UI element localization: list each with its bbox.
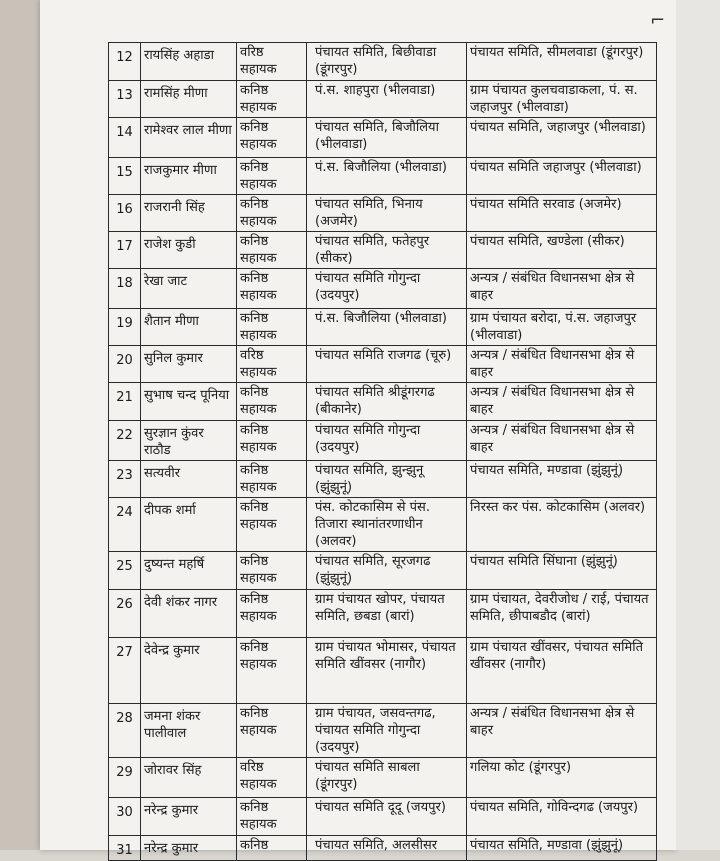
serial-number: 22	[109, 421, 141, 461]
employee-name: सुनिल कुमार	[141, 346, 237, 383]
post-title: कनिष्ठ सहायक	[237, 638, 307, 704]
post-title: कनिष्ठ सहायक	[237, 798, 307, 836]
table-row	[109, 590, 657, 638]
employee-name: देवी शंकर नागर	[141, 590, 237, 638]
post-title: वरिष्ठ सहायक	[237, 758, 307, 798]
employee-name: दुष्यन्त महर्षि	[141, 552, 237, 590]
table-row	[109, 232, 657, 269]
serial-number: 16	[109, 195, 141, 232]
current-posting: पंचायत समिति, फतेहपुर (सीकर)	[307, 232, 467, 269]
employee-name: रामेश्वर लाल मीणा	[141, 118, 237, 158]
table-row	[109, 309, 657, 346]
table-row	[109, 552, 657, 590]
employee-name: देवेन्द्र कुमार	[141, 638, 237, 704]
table-row	[109, 118, 657, 158]
post-title: कनिष्ठ	[237, 836, 307, 861]
current-posting: पंचायत समिति श्रीडूंगरगढ (बीकानेर)	[307, 383, 467, 421]
post-title: कनिष्ठ सहायक	[237, 552, 307, 590]
new-posting: पंचायत समिति, मण्डावा (झुंझुनूं)	[467, 461, 657, 498]
new-posting: निरस्त कर पंस. कोटकासिम (अलवर)	[467, 498, 657, 552]
employee-name: नरेन्द्र कुमार	[141, 836, 237, 861]
new-posting: अन्यत्र / संबंधित विधानसभा क्षेत्र से बाहर	[467, 269, 657, 309]
new-posting: पंचायत समिति सरवाड (अजमेर)	[467, 195, 657, 232]
table-row	[109, 269, 657, 309]
transfer-table	[108, 42, 657, 861]
serial-number: 14	[109, 118, 141, 158]
post-title: कनिष्ठ सहायक	[237, 498, 307, 552]
post-title: कनिष्ठ सहायक	[237, 158, 307, 195]
current-posting: पंचायत समिति, बिजौलिया (भीलवाडा)	[307, 118, 467, 158]
employee-name: राजकुमार मीणा	[141, 158, 237, 195]
new-posting: ग्राम पंचायत कुलचवाडाकला, पं. स. जहाजपुर (भीलवाडा)	[467, 81, 657, 118]
post-title: कनिष्ठ सहायक	[237, 269, 307, 309]
employee-name: सत्यवीर	[141, 461, 237, 498]
current-posting: पंचायत समिति गोगुन्दा (उदयपुर)	[307, 269, 467, 309]
employee-name: नरेन्द्र कुमार	[141, 798, 237, 836]
current-posting: पं.स. शाहपुरा (भीलवाडा)	[307, 81, 467, 118]
table-row	[109, 758, 657, 798]
current-posting: पंचायत समिति, सूरजगढ (झुंझुनूं)	[307, 552, 467, 590]
serial-number: 29	[109, 758, 141, 798]
employee-name: सुरज्ञान कुंवर राठौड	[141, 421, 237, 461]
new-posting: पंचायत समिति जहाजपुर (भीलवाडा)	[467, 158, 657, 195]
serial-number: 19	[109, 309, 141, 346]
new-posting: ग्राम पंचायत, देवरीजोध / राई, पंचायत समिति, छीपाबडौद (बारां)	[467, 590, 657, 638]
serial-number: 25	[109, 552, 141, 590]
post-title: कनिष्ठ सहायक	[237, 195, 307, 232]
new-posting: ग्राम पंचायत बरोदा, पं.स. जहाजपुर (भीलवाडा)	[467, 309, 657, 346]
current-posting: पंचायत समिति, झुन्झुनू (झुंझुनूं)	[307, 461, 467, 498]
post-title: कनिष्ठ सहायक	[237, 590, 307, 638]
current-posting: पं.स. बिजौलिया (भीलवाडा)	[307, 309, 467, 346]
post-title: कनिष्ठ सहायक	[237, 118, 307, 158]
new-posting: अन्यत्र / संबंधित विधानसभा क्षेत्र से बाहर	[467, 704, 657, 758]
employee-name: राजरानी सिंह	[141, 195, 237, 232]
current-posting: ग्राम पंचायत भोमासर, पंचायत समिति खींवसर (नागौर)	[307, 638, 467, 704]
employee-name: जमना शंकर पालीवाल	[141, 704, 237, 758]
pen-mark-icon: ⌐	[650, 10, 666, 31]
current-posting: पंचायत समिति साबला (डूंगरपुर)	[307, 758, 467, 798]
employee-name: रेखा जाट	[141, 269, 237, 309]
employee-name: शैतान मीणा	[141, 309, 237, 346]
background-edge-left	[0, 0, 40, 850]
new-posting: अन्यत्र / संबंधित विधानसभा क्षेत्र से बाहर	[467, 383, 657, 421]
post-title: कनिष्ठ सहायक	[237, 421, 307, 461]
serial-number: 28	[109, 704, 141, 758]
table-row	[109, 836, 657, 861]
current-posting: पंचायत समिति, अलसीसर	[307, 836, 467, 861]
serial-number: 15	[109, 158, 141, 195]
serial-number: 23	[109, 461, 141, 498]
serial-number: 21	[109, 383, 141, 421]
new-posting: गलिया कोट (डूंगरपुर)	[467, 758, 657, 798]
table-row	[109, 346, 657, 383]
post-title: कनिष्ठ सहायक	[237, 232, 307, 269]
serial-number: 17	[109, 232, 141, 269]
new-posting: पंचायत समिति, गोविन्दगढ (जयपुर)	[467, 798, 657, 836]
current-posting: ग्राम पंचायत, जसवन्तगढ, पंचायत समिति गोगुन्दा (उदयपुर)	[307, 704, 467, 758]
table-row	[109, 704, 657, 758]
employee-name: सुभाष चन्द पूनिया	[141, 383, 237, 421]
serial-number: 20	[109, 346, 141, 383]
current-posting: पंचायत समिति दूदू (जयपुर)	[307, 798, 467, 836]
table-row	[109, 638, 657, 704]
employee-name: जोरावर सिंह	[141, 758, 237, 798]
current-posting: पंचायत समिति राजगढ (चूरु)	[307, 346, 467, 383]
table-row	[109, 195, 657, 232]
serial-number: 26	[109, 590, 141, 638]
employee-name: राजेश कुडी	[141, 232, 237, 269]
serial-number: 30	[109, 798, 141, 836]
serial-number: 24	[109, 498, 141, 552]
post-title: वरिष्ठ सहायक	[237, 346, 307, 383]
new-posting: पंचायत समिति सिंघाना (झुंझुनूं)	[467, 552, 657, 590]
current-posting: ग्राम पंचायत खोपर, पंचायत समिति, छबडा (बारां)	[307, 590, 467, 638]
table-row	[109, 498, 657, 552]
background-edge-right	[676, 0, 720, 850]
employee-name: रायसिंह अहाडा	[141, 43, 237, 81]
serial-number: 13	[109, 81, 141, 118]
serial-number: 31	[109, 836, 141, 861]
new-posting: अन्यत्र / संबंधित विधानसभा क्षेत्र से बाहर	[467, 346, 657, 383]
post-title: कनिष्ठ सहायक	[237, 383, 307, 421]
current-posting: पंचायत समिति गोगुन्दा (उदयपुर)	[307, 421, 467, 461]
serial-number: 27	[109, 638, 141, 704]
new-posting: पंचायत समिति, जहाजपुर (भीलवाडा)	[467, 118, 657, 158]
new-posting: पंचायत समिति, सीमलवाडा (डूंगरपुर)	[467, 43, 657, 81]
current-posting: पं.स. बिजौलिया (भीलवाडा)	[307, 158, 467, 195]
post-title: कनिष्ठ सहायक	[237, 81, 307, 118]
current-posting: पंचायत समिति, बिछीवाडा (डूंगरपुर)	[307, 43, 467, 81]
table-body	[109, 43, 657, 861]
serial-number: 12	[109, 43, 141, 81]
new-posting: पंचायत समिति, खण्डेला (सीकर)	[467, 232, 657, 269]
table-row	[109, 158, 657, 195]
table-row	[109, 421, 657, 461]
post-title: कनिष्ठ सहायक	[237, 461, 307, 498]
employee-name: दीपक शर्मा	[141, 498, 237, 552]
table-row	[109, 798, 657, 836]
current-posting: पंचायत समिति, भिनाय (अजमेर)	[307, 195, 467, 232]
post-title: वरिष्ठ सहायक	[237, 43, 307, 81]
table-row	[109, 461, 657, 498]
current-posting: पंस. कोटकासिम से पंस. तिजारा स्थानांतरणाधीन (अलवर)	[307, 498, 467, 552]
table-row	[109, 383, 657, 421]
table-row	[109, 43, 657, 81]
new-posting: पंचायत समिति, मण्डावा (झुंझुनूं)	[467, 836, 657, 861]
table-row	[109, 81, 657, 118]
post-title: कनिष्ठ सहायक	[237, 704, 307, 758]
new-posting: ग्राम पंचायत खींवसर, पंचायत समिति खींवसर (नागौर)	[467, 638, 657, 704]
post-title: कनिष्ठ सहायक	[237, 309, 307, 346]
employee-name: रामसिंह मीणा	[141, 81, 237, 118]
serial-number: 18	[109, 269, 141, 309]
new-posting: अन्यत्र / संबंधित विधानसभा क्षेत्र से बाहर	[467, 421, 657, 461]
